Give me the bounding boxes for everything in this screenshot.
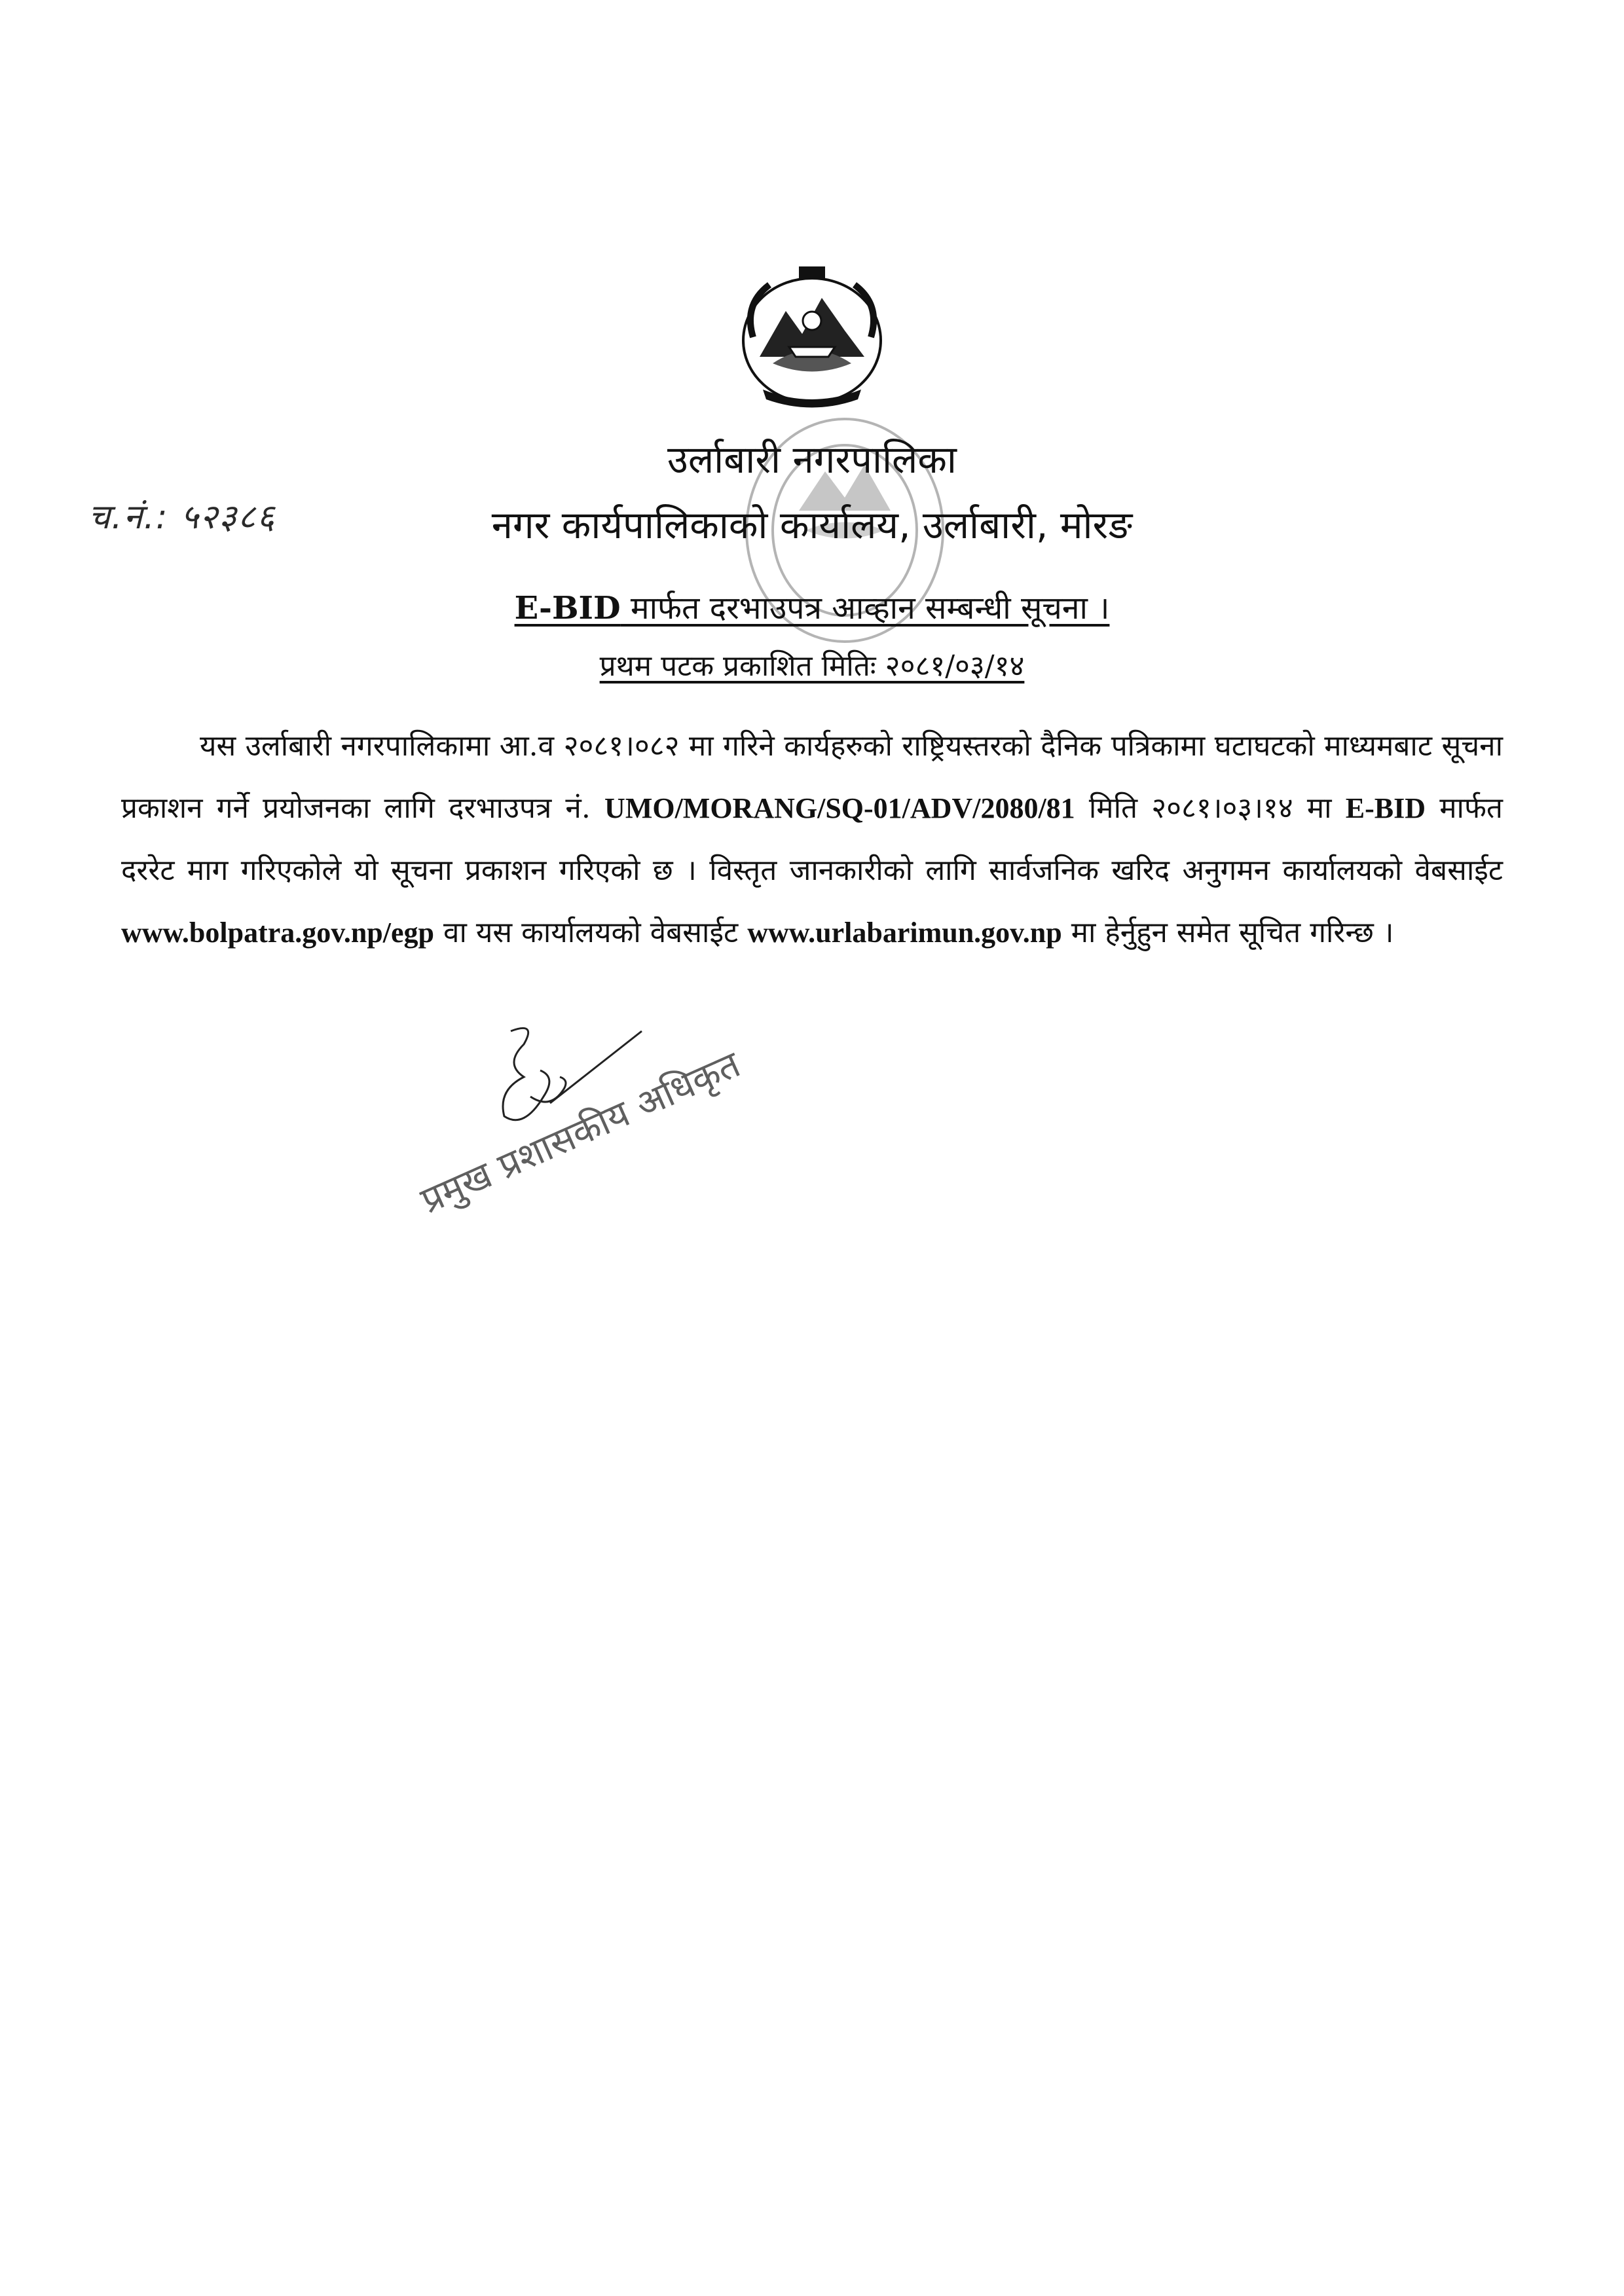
body-part-5: मा हेर्नुहुन समेत सूचित गरिन्छ । [1071,916,1394,949]
body-part-3: मार्फत दररेट माग गरिएकोले यो सूचना प्रकाशन गरिएको छ । विस्तृत जानकारीको लागि सार्वजनिक खरिद अनुगमन कार्यालयको वेबसाईट [121,792,1503,887]
notice-title-rest: मार्फत दरभाउपत्र आव्हान सम्बन्धी सूचना । [620,590,1110,627]
published-date: प्रथम पटक प्रकाशित मितिः २०८१/०३/१४ [599,649,1025,683]
body-part-1: यस उर्लाबारी नगरपालिकामा आ.व २०८१।०८२ मा गरिने कार्यहरुको राष्ट्रियस्तरको दैनिक पत्रिकामा घटाघटको माध्यमबाट सूचना प्रकाशन गर्ने प्रयोजनका लागि दरभाउपत्र नं. [121,729,1503,825]
notice-title [0,586,1624,629]
nepal-emblem-icon [724,259,900,416]
bid-number: UMO/MORANG/SQ-01/ADV/2080/81 [604,792,1075,824]
website-urlabari[interactable]: www.urlabarimun.gov.np [747,917,1062,949]
office-name: नगर कार्यपालिकाको कार्यालय, उर्लाबारी, मोरङ [491,503,1133,547]
notice-body [121,715,1503,964]
ebid-label: E-BID [1345,792,1426,824]
website-bolpatra[interactable]: www.bolpatra.gov.np/egp [121,917,434,949]
signatory-title-stamp: प्रमुख प्रशासकीय अधिकृत [415,1043,747,1222]
organization-name: उर्लाबारी नगरपालिका [667,437,957,482]
body-part-4: वा यस कार्यालयको वेबसाईट [443,916,739,949]
body-part-2: मिति २०८१।०३।१४ मा [1088,792,1332,825]
dispatch-number: च.नं.: ५२३८६ [88,498,276,537]
notice-title-prefix: E-BID [514,590,621,627]
